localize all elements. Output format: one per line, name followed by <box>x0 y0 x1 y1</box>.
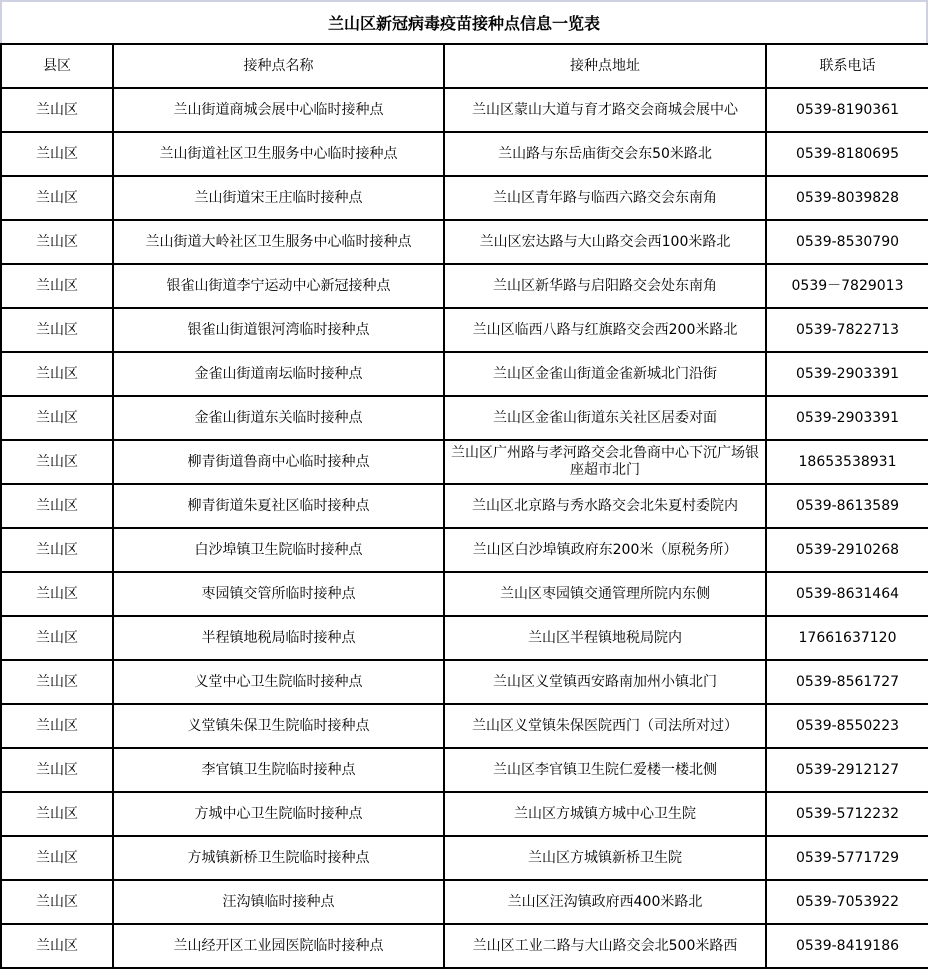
vaccination-sites-table <box>0 43 928 969</box>
cell-site-address: 兰山区金雀山街道金雀新城北门沿街 <box>444 352 766 396</box>
table-body <box>1 88 928 968</box>
cell-site-name: 白沙埠镇卫生院临时接种点 <box>113 528 444 572</box>
cell-site-name: 汪沟镇临时接种点 <box>113 880 444 924</box>
cell-site-name: 兰山街道商城会展中心临时接种点 <box>113 88 444 132</box>
cell-site-address: 兰山区汪沟镇政府西400米路北 <box>444 880 766 924</box>
cell-site-name: 方城镇新桥卫生院临时接种点 <box>113 836 444 880</box>
table-row <box>1 924 928 968</box>
cell-phone: 0539-8419186 <box>766 924 928 968</box>
cell-site-name: 金雀山街道东关临时接种点 <box>113 396 444 440</box>
table-row <box>1 484 928 528</box>
cell-site-address: 兰山区宏达路与大山路交会西100米路北 <box>444 220 766 264</box>
cell-district: 兰山区 <box>1 748 113 792</box>
cell-phone: 0539-2910268 <box>766 528 928 572</box>
table-row <box>1 308 928 352</box>
cell-phone: 18653538931 <box>766 440 928 484</box>
cell-phone: 0539-8190361 <box>766 88 928 132</box>
cell-site-address: 兰山区白沙埠镇政府东200米（原税务所） <box>444 528 766 572</box>
column-header-district: 县区 <box>1 44 113 88</box>
table-row <box>1 792 928 836</box>
cell-site-name: 柳青街道朱夏社区临时接种点 <box>113 484 444 528</box>
cell-site-address: 兰山区临西八路与红旗路交会西200米路北 <box>444 308 766 352</box>
cell-site-address: 兰山区北京路与秀水路交会北朱夏村委院内 <box>444 484 766 528</box>
cell-district: 兰山区 <box>1 396 113 440</box>
column-header-phone: 联系电话 <box>766 44 928 88</box>
cell-site-name: 兰山街道宋王庄临时接种点 <box>113 176 444 220</box>
table-row <box>1 616 928 660</box>
table-row <box>1 220 928 264</box>
cell-site-address: 兰山区半程镇地税局院内 <box>444 616 766 660</box>
table-row <box>1 88 928 132</box>
column-header-site-address: 接种点地址 <box>444 44 766 88</box>
cell-site-address: 兰山区方城镇新桥卫生院 <box>444 836 766 880</box>
cell-site-name: 义堂中心卫生院临时接种点 <box>113 660 444 704</box>
cell-site-address: 兰山区新华路与启阳路交会处东南角 <box>444 264 766 308</box>
cell-phone: 0539-8180695 <box>766 132 928 176</box>
cell-site-address: 兰山区金雀山街道东关社区居委对面 <box>444 396 766 440</box>
table-row <box>1 352 928 396</box>
cell-district: 兰山区 <box>1 792 113 836</box>
table-row <box>1 748 928 792</box>
cell-site-address: 兰山路与东岳庙街交会东50米路北 <box>444 132 766 176</box>
cell-site-name: 枣园镇交管所临时接种点 <box>113 572 444 616</box>
cell-phone: 0539-8561727 <box>766 660 928 704</box>
cell-district: 兰山区 <box>1 132 113 176</box>
cell-phone: 0539-5712232 <box>766 792 928 836</box>
cell-site-address: 兰山区义堂镇朱保医院西门（司法所对过） <box>444 704 766 748</box>
cell-district: 兰山区 <box>1 264 113 308</box>
table-row <box>1 660 928 704</box>
cell-phone: 0539-8631464 <box>766 572 928 616</box>
cell-site-address: 兰山区蒙山大道与育才路交会商城会展中心 <box>444 88 766 132</box>
cell-site-address: 兰山区工业二路与大山路交会北500米路西 <box>444 924 766 968</box>
cell-phone: 0539-7053922 <box>766 880 928 924</box>
cell-site-name: 银雀山街道银河湾临时接种点 <box>113 308 444 352</box>
cell-site-name: 半程镇地税局临时接种点 <box>113 616 444 660</box>
cell-district: 兰山区 <box>1 484 113 528</box>
cell-site-name: 方城中心卫生院临时接种点 <box>113 792 444 836</box>
cell-district: 兰山区 <box>1 352 113 396</box>
table-row <box>1 396 928 440</box>
cell-site-name: 兰山街道社区卫生服务中心临时接种点 <box>113 132 444 176</box>
cell-phone: 0539-8550223 <box>766 704 928 748</box>
cell-district: 兰山区 <box>1 220 113 264</box>
cell-phone: 0539-7822713 <box>766 308 928 352</box>
cell-site-address: 兰山区青年路与临西六路交会东南角 <box>444 176 766 220</box>
table-row <box>1 704 928 748</box>
cell-district: 兰山区 <box>1 880 113 924</box>
cell-district: 兰山区 <box>1 176 113 220</box>
cell-site-name: 李官镇卫生院临时接种点 <box>113 748 444 792</box>
cell-site-name: 义堂镇朱保卫生院临时接种点 <box>113 704 444 748</box>
cell-district: 兰山区 <box>1 572 113 616</box>
cell-site-address: 兰山区义堂镇西安路南加州小镇北门 <box>444 660 766 704</box>
table-header-row <box>1 44 928 88</box>
table-row <box>1 440 928 484</box>
cell-site-name: 兰山街道大岭社区卫生服务中心临时接种点 <box>113 220 444 264</box>
cell-district: 兰山区 <box>1 440 113 484</box>
cell-district: 兰山区 <box>1 308 113 352</box>
table-row <box>1 836 928 880</box>
cell-phone: 0539－7829013 <box>766 264 928 308</box>
cell-phone: 0539-5771729 <box>766 836 928 880</box>
table-row <box>1 132 928 176</box>
column-header-site-name: 接种点名称 <box>113 44 444 88</box>
cell-phone: 0539-2903391 <box>766 352 928 396</box>
cell-district: 兰山区 <box>1 924 113 968</box>
table-row <box>1 176 928 220</box>
cell-phone: 0539-2903391 <box>766 396 928 440</box>
cell-site-address: 兰山区李官镇卫生院仁爱楼一楼北侧 <box>444 748 766 792</box>
cell-district: 兰山区 <box>1 528 113 572</box>
cell-district: 兰山区 <box>1 616 113 660</box>
cell-district: 兰山区 <box>1 88 113 132</box>
cell-site-address: 兰山区广州路与孝河路交会北鲁商中心下沉广场银座超市北门 <box>444 440 766 484</box>
cell-district: 兰山区 <box>1 836 113 880</box>
cell-site-name: 柳青街道鲁商中心临时接种点 <box>113 440 444 484</box>
table-row <box>1 880 928 924</box>
cell-phone: 17661637120 <box>766 616 928 660</box>
page-title: 兰山区新冠病毒疫苗接种点信息一览表 <box>0 0 928 43</box>
table-row <box>1 264 928 308</box>
cell-phone: 0539-2912127 <box>766 748 928 792</box>
table-row <box>1 528 928 572</box>
cell-site-name: 兰山经开区工业园医院临时接种点 <box>113 924 444 968</box>
cell-site-address: 兰山区方城镇方城中心卫生院 <box>444 792 766 836</box>
cell-phone: 0539-8530790 <box>766 220 928 264</box>
cell-site-name: 银雀山街道李宁运动中心新冠接种点 <box>113 264 444 308</box>
cell-site-address: 兰山区枣园镇交通管理所院内东侧 <box>444 572 766 616</box>
cell-phone: 0539-8613589 <box>766 484 928 528</box>
cell-district: 兰山区 <box>1 660 113 704</box>
cell-site-name: 金雀山街道南坛临时接种点 <box>113 352 444 396</box>
table-row <box>1 572 928 616</box>
cell-phone: 0539-8039828 <box>766 176 928 220</box>
cell-district: 兰山区 <box>1 704 113 748</box>
